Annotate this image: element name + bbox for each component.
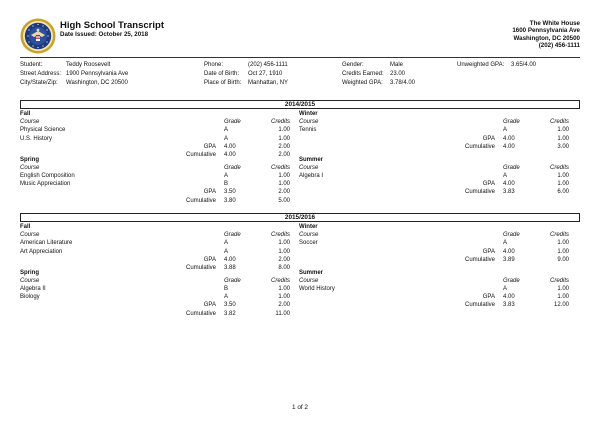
cumulative-gpa: 3.83 <box>503 189 515 196</box>
term-block <box>20 111 290 158</box>
term-gpa: 4.00 <box>503 248 515 255</box>
course-credits: 1.00 <box>557 127 569 134</box>
cumulative-gpa: 3.80 <box>224 197 236 204</box>
gpa-label: GPA <box>482 248 495 255</box>
course-name: Art Appreciation <box>20 248 63 255</box>
course-name: World History <box>299 285 335 292</box>
course-credits: 1.00 <box>278 294 290 301</box>
course-name: Music Appreciation <box>20 181 71 188</box>
grade-col-header: Grade <box>224 232 241 239</box>
dob-label: Date of Birth: <box>204 71 240 77</box>
course-grade: A <box>503 285 508 292</box>
term-name: Spring <box>20 156 39 163</box>
course-credits: 1.00 <box>557 172 569 179</box>
school-street: 1600 Pennsylvania Ave <box>512 27 580 35</box>
page-number: 1 of 2 <box>292 404 308 411</box>
grade-col-header: Grade <box>503 119 520 126</box>
street-value: 1900 Pennsylvania Ave <box>66 71 129 77</box>
gpa-label: GPA <box>203 302 216 309</box>
course-name: Biology <box>20 294 40 301</box>
term-block <box>299 111 569 155</box>
credits-col-header: Credits <box>549 277 569 284</box>
course-credits: 1.00 <box>278 285 290 292</box>
course-col-header: Course <box>20 119 40 126</box>
term-gpa: 4.00 <box>503 181 515 188</box>
course-credits: 1.00 <box>278 127 290 134</box>
course-col-header: Course <box>20 277 40 284</box>
course-credits: 1.00 <box>557 285 569 292</box>
term-gpa-credits: 1.00 <box>557 181 569 188</box>
course-credits: 1.00 <box>278 181 290 188</box>
unweighted-gpa-value: 3.65/4.00 <box>511 62 537 68</box>
term-gpa-credits: 2.00 <box>278 256 290 263</box>
course-grade: B <box>224 285 229 292</box>
term-name: Summer <box>299 156 324 163</box>
date-issued: Date Issued: October 25, 2018 <box>60 31 149 38</box>
course-grade: A <box>224 240 229 247</box>
term-gpa: 4.00 <box>503 135 515 142</box>
course-name: Physical Science <box>20 127 66 134</box>
phone-label: Phone: <box>204 62 224 68</box>
term-gpa-credits: 2.00 <box>278 143 290 150</box>
course-col-header: Course <box>299 232 319 239</box>
cumulative-label: Cumulative <box>185 310 216 317</box>
credits-col-header: Credits <box>270 119 290 126</box>
pob-value: Manhattan, NY <box>248 80 289 86</box>
cumulative-gpa: 3.88 <box>224 265 236 271</box>
course-col-header: Course <box>299 164 319 171</box>
course-credits: 1.00 <box>278 172 290 179</box>
weighted-gpa-value: 3.78/4.00 <box>390 80 416 86</box>
header-divider <box>20 57 580 58</box>
course-name: English Composition <box>20 172 75 179</box>
cumulative-label: Cumulative <box>185 152 216 158</box>
cumulative-credits: 9.00 <box>557 256 569 263</box>
phone-value: (202) 456-1111 <box>248 62 288 68</box>
term-gpa-credits: 1.00 <box>557 248 569 255</box>
credits-col-header: Credits <box>549 232 569 239</box>
term-gpa-credits: 1.00 <box>557 294 569 301</box>
term-gpa-credits: 1.00 <box>557 135 569 142</box>
course-grade: A <box>224 127 229 134</box>
cumulative-credits: 2.00 <box>278 152 290 158</box>
grade-col-header: Grade <box>503 277 520 284</box>
gpa-label: GPA <box>203 189 216 196</box>
cumulative-credits: 12.00 <box>553 302 569 309</box>
grade-col-header: Grade <box>224 119 241 126</box>
city-value: Washington, DC 20500 <box>66 80 128 86</box>
course-grade: A <box>224 135 229 142</box>
cumulative-gpa: 4.00 <box>224 152 236 158</box>
course-name: U.S. History <box>20 135 53 142</box>
term-name: Fall <box>20 111 31 117</box>
school-phone: (202) 456-1111 <box>538 42 580 50</box>
gender-value: Male <box>390 62 404 68</box>
term-name: Winter <box>299 224 318 230</box>
student-name: Teddy Roosevelt <box>66 62 111 68</box>
course-col-header: Course <box>20 232 40 239</box>
student-label: Student: <box>20 62 43 68</box>
cumulative-gpa: 3.82 <box>224 310 236 317</box>
cumulative-label: Cumulative <box>464 189 495 196</box>
gpa-label: GPA <box>203 256 216 263</box>
cumulative-gpa: 3.83 <box>503 302 515 309</box>
term-block <box>20 156 290 204</box>
gpa-label: GPA <box>482 181 495 188</box>
unweighted-gpa-label: Unweighted GPA: <box>457 62 505 68</box>
course-col-header: Course <box>20 164 40 171</box>
course-grade: A <box>503 172 508 179</box>
pob-label: Place of Birth: <box>204 80 242 86</box>
year-header: 2015/2016 <box>20 213 580 222</box>
year-header: 2014/2015 <box>20 100 580 109</box>
term-gpa: 4.00 <box>224 256 236 263</box>
term-gpa: 4.00 <box>224 143 236 150</box>
school-city: Washington, DC 20500 <box>513 34 580 42</box>
term-block <box>299 270 569 314</box>
cumulative-label: Cumulative <box>464 256 495 263</box>
credits-col-header: Credits <box>270 277 290 284</box>
dob-value: Oct 27, 1910 <box>248 71 283 77</box>
term-name: Summer <box>299 269 324 276</box>
term-name: Spring <box>20 269 39 276</box>
gender-label: Gender: <box>342 62 364 68</box>
course-grade: A <box>224 172 229 179</box>
cumulative-label: Cumulative <box>185 265 216 271</box>
course-name: Tennis <box>299 127 317 134</box>
course-grade: A <box>224 294 229 301</box>
course-col-header: Course <box>299 119 319 126</box>
grade-col-header: Grade <box>503 164 520 171</box>
term-block <box>299 224 569 268</box>
course-credits: 1.00 <box>278 240 290 247</box>
weighted-gpa-label: Weighted GPA: <box>342 80 383 86</box>
term-gpa: 4.00 <box>503 294 515 301</box>
credits-col-header: Credits <box>270 164 290 171</box>
cumulative-gpa: 4.00 <box>503 143 515 150</box>
grade-col-header: Grade <box>224 164 241 171</box>
cumulative-credits: 5.00 <box>278 197 290 204</box>
city-label: City/State/Zip: <box>20 80 58 86</box>
course-name: Soccer <box>299 240 318 247</box>
credits-earned-value: 23.00 <box>390 71 406 77</box>
street-label: Street Address: <box>20 71 62 77</box>
term-gpa: 3.50 <box>224 189 236 196</box>
course-grade: B <box>224 181 229 188</box>
cumulative-label: Cumulative <box>185 197 216 204</box>
school-address-block <box>512 20 580 50</box>
course-name: American Literature <box>20 240 73 247</box>
cumulative-credits: 3.00 <box>557 143 569 150</box>
credits-col-header: Credits <box>549 164 569 171</box>
cumulative-gpa: 3.89 <box>503 256 515 263</box>
course-col-header: Course <box>299 277 319 284</box>
cumulative-credits: 8.00 <box>278 265 290 271</box>
document-title: High School Transcript <box>60 20 164 31</box>
gpa-label: GPA <box>203 143 216 150</box>
term-block <box>299 157 569 201</box>
course-credits: 1.00 <box>557 240 569 247</box>
grade-col-header: Grade <box>503 232 520 239</box>
credits-col-header: Credits <box>270 232 290 239</box>
school-name: The White House <box>529 20 580 27</box>
term-gpa-credits: 2.00 <box>278 189 290 196</box>
term-block <box>20 224 290 271</box>
term-gpa-credits: 2.00 <box>278 302 290 309</box>
course-name: Algebra II <box>20 285 46 292</box>
presidential-seal-icon <box>20 18 56 54</box>
course-name: Algebra I <box>299 172 324 179</box>
term-name: Winter <box>299 111 318 117</box>
student-info <box>20 62 580 88</box>
grade-col-header: Grade <box>224 277 241 284</box>
term-name: Fall <box>20 224 31 230</box>
cumulative-label: Cumulative <box>464 302 495 309</box>
cumulative-credits: 6.00 <box>557 189 569 196</box>
gpa-label: GPA <box>482 135 495 142</box>
course-grade: A <box>503 240 508 247</box>
cumulative-label: Cumulative <box>464 143 495 150</box>
cumulative-credits: 11.00 <box>275 310 290 317</box>
course-credits: 1.00 <box>278 135 290 142</box>
gpa-label: GPA <box>482 294 495 301</box>
term-gpa: 3.50 <box>224 302 236 309</box>
credits-col-header: Credits <box>549 119 569 126</box>
course-grade: A <box>224 248 229 255</box>
credits-earned-label: Credits Earned: <box>342 71 384 77</box>
course-credits: 1.00 <box>278 248 290 255</box>
term-block <box>20 269 290 317</box>
course-grade: A <box>503 127 508 134</box>
